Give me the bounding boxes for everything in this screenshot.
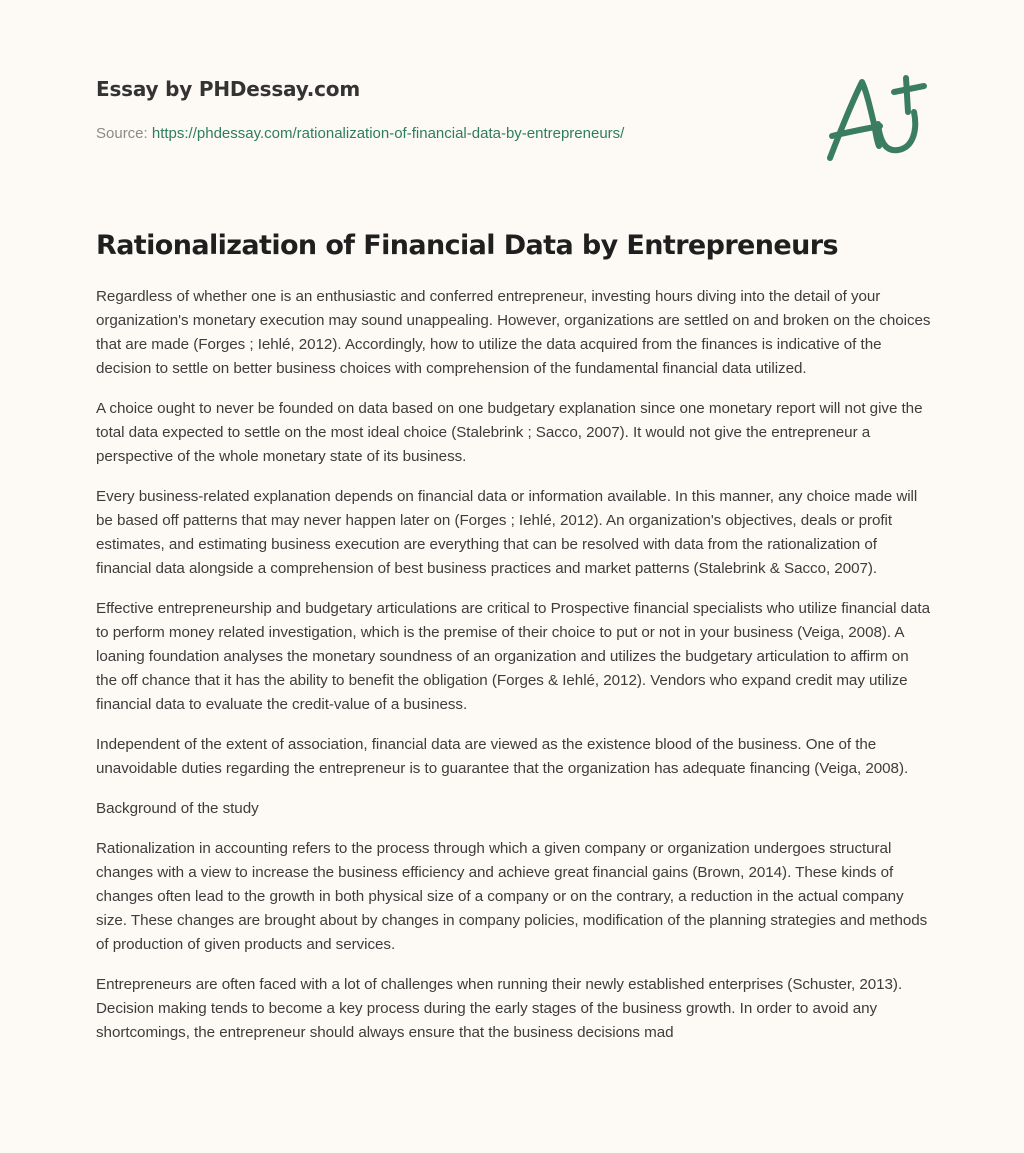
essay-paragraph: Regardless of whether one is an enthusiastic and conferred entrepreneur, investing hours diving into the detail of your organization's monetary execution may sound unappealing. However, organizations are settled on and broken on the choices that are made (Forges ; Iehlé, 2012). Accordingly, how to utilize the data acquired from the finances is indicative of the decision to settle on better business choices with comprehension of the fundamental financial data utilized. — [96, 288, 931, 377]
brand-title: Essay by PHDessay.com — [96, 77, 360, 101]
essay-paragraph: Every business-related explanation depends on financial data or information available. In this manner, any choice made will be based off patterns that may never happen later on (Forges ; Iehlé, 2012). An organization's objectives, deals or profit estimates, and estimating business execution are everything that can be resolved with data from the rationalization of financial data alongside a comprehension of best business practices and market patterns (Stalebrink & Sacco, 2007). — [96, 488, 918, 577]
essay-paragraph: Rationalization in accounting refers to the process through which a given company or organization undergoes structural changes with a view to increase the business efficiency and achieve great financial gains (Brown, 2014). These kinds of changes often lead to the growth in both physical size of a company or on the contrary, a reduction in the actual company size. These changes are brought about by changes in company policies, modification of the planning strategies and methods of production of given products and services. — [96, 840, 928, 953]
essay-body — [96, 285, 932, 1061]
page-header — [96, 74, 796, 144]
source-line — [96, 124, 796, 144]
source-link[interactable]: https://phdessay.com/rationalization-of-financial-data-by-entrepreneurs/ — [151, 125, 625, 142]
a-plus-grade-icon — [820, 62, 932, 172]
essay-paragraph: Independent of the extent of association, financial data are viewed as the existence blood of the business. One of the unavoidable duties regarding the entrepreneur is to guarantee that the organization has adequate financing (Veiga, 2008). — [96, 736, 909, 777]
essay-paragraph: Entrepreneurs are often faced with a lot of challenges when running their newly established enterprises (Schuster, 2013). Decision making tends to become a key process during the early stages of the business growth. In order to avoid any shortcomings, the entrepreneur should always ensure that the business decisions mad — [96, 976, 903, 1041]
source-label: Source: — [96, 125, 152, 142]
section-heading: Background of the study — [96, 800, 259, 817]
essay-paragraph: A choice ought to never be founded on data based on one budgetary explanation since one monetary report will not give the total data expected to settle on the most ideal choice (Stalebrink ; Sacco, 2007). It would not give the entrepreneur a perspective of the whole monetary state of its business. — [96, 400, 923, 465]
essay-title: Rationalization of Financial Data by Entrepreneurs — [96, 230, 838, 261]
essay-paragraph: Effective entrepreneurship and budgetary articulations are critical to Prospective financial specialists who utilize financial data to perform money related investigation, which is the premise of their choice to put or not in your business (Veiga, 2008). A loaning foundation analyses the monetary soundness of an organization and utilizes the budgetary articulation to affirm on the off chance that it has the ability to benefit the obligation (Forges & Iehlé, 2012). Vendors who expand credit may utilize financial data to evaluate the credit-value of a business. — [96, 600, 930, 713]
